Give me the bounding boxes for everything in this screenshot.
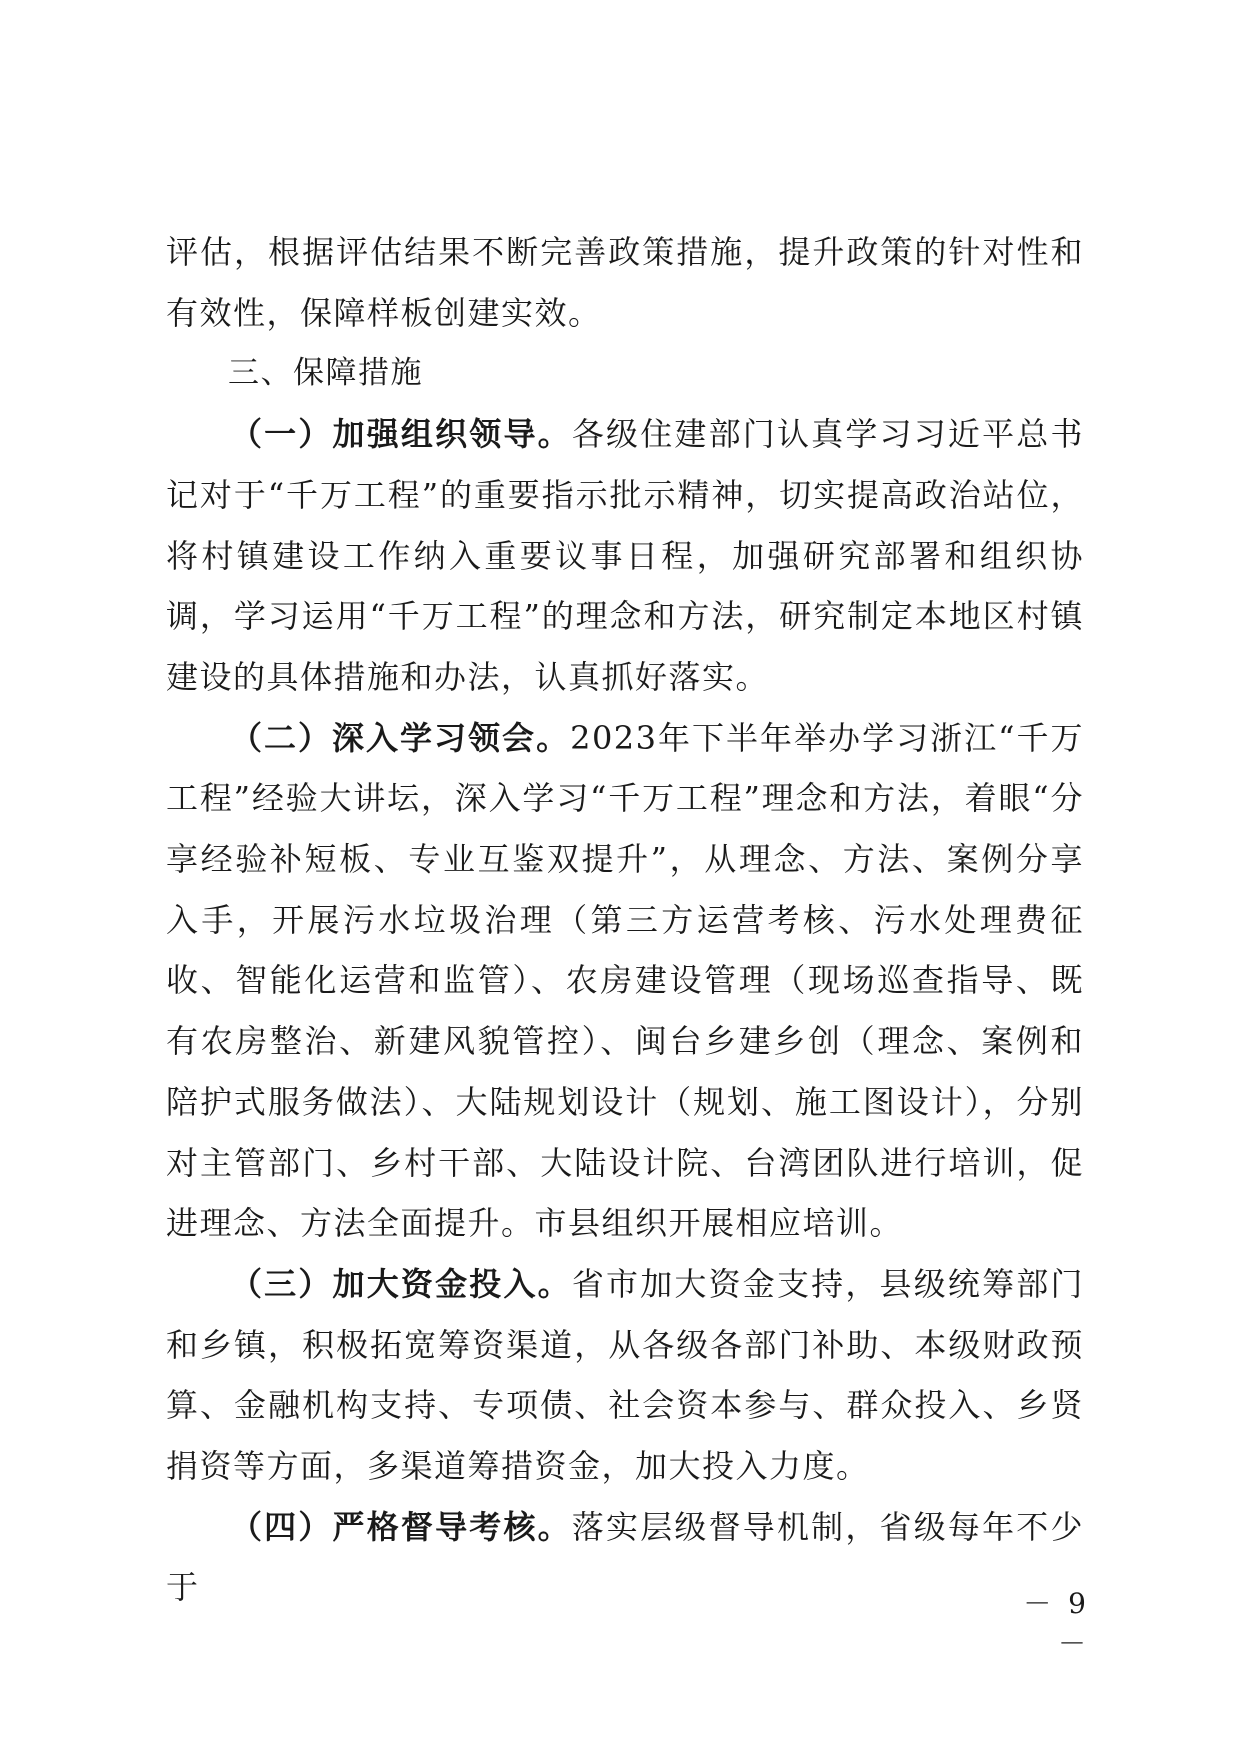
item-3-text: 省市加大资金支持，县级统筹部门和乡镇，积极拓宽筹资渠道，从各级各部门补助、本级财政预算、金融机构支持、专项债、社会资本参与、群众投入、乡贤捐资等方面，多渠道筹措资金，加大投入力度。 xyxy=(166,1264,1084,1486)
paragraph-item-3 xyxy=(166,1254,1084,1497)
item-4-title: （四）严格督导考核。 xyxy=(230,1507,572,1546)
paragraph-item-4 xyxy=(166,1497,1084,1618)
continued-paragraph: 评估，根据评估结果不断完善政策措施，提升政策的针对性和有效性，保障样板创建实效。 xyxy=(166,233,1084,332)
item-1-title: （一）加强组织领导。 xyxy=(230,415,572,454)
paragraph-item-2 xyxy=(166,708,1084,1254)
item-4-text: 落实层级督导机制，省级每年不少于 xyxy=(166,1507,1084,1607)
page-number: － 9 － xyxy=(1023,1587,1090,1660)
item-2-text: 2023年下半年举办学习浙江“千万工程”经验大讲坛，深入学习“千万工程”理念和方法，着眼“分享经验补短板、专业互鉴双提升”，从理念、方法、案例分享入手，开展污水垃圾治理（第三方运营考核、污水处理费征收、智能化运营和监管）、农房建设管理（现场巡查指导、既有农房整治、新建风貌管控）、闽台乡建乡创（理念、案例和陪护式服务做法）、大陆规划设计（规划、施工图设计），分别对主管部门、乡村干部、大陆设计院、台湾团队进行培训，促进理念、方法全面提升。市县组织开展相应培训。 xyxy=(166,718,1084,1243)
item-3-title: （三）加大资金投入。 xyxy=(230,1264,572,1303)
body-text xyxy=(166,222,1084,1618)
section-heading: 三、保障措施 xyxy=(228,355,423,392)
paragraph-item-1 xyxy=(166,404,1084,708)
item-1-text: 各级住建部门认真学习习近平总书记对于“千万工程”的重要指示批示精神，切实提高政治站位，将村镇建设工作纳入重要议事日程，加强研究部署和组织协调，学习运用“千万工程”的理念和方法，研究制定本地区村镇建设的具体措施和办法，认真抓好落实。 xyxy=(166,415,1084,696)
item-2-title: （二）深入学习领会。 xyxy=(230,718,571,757)
